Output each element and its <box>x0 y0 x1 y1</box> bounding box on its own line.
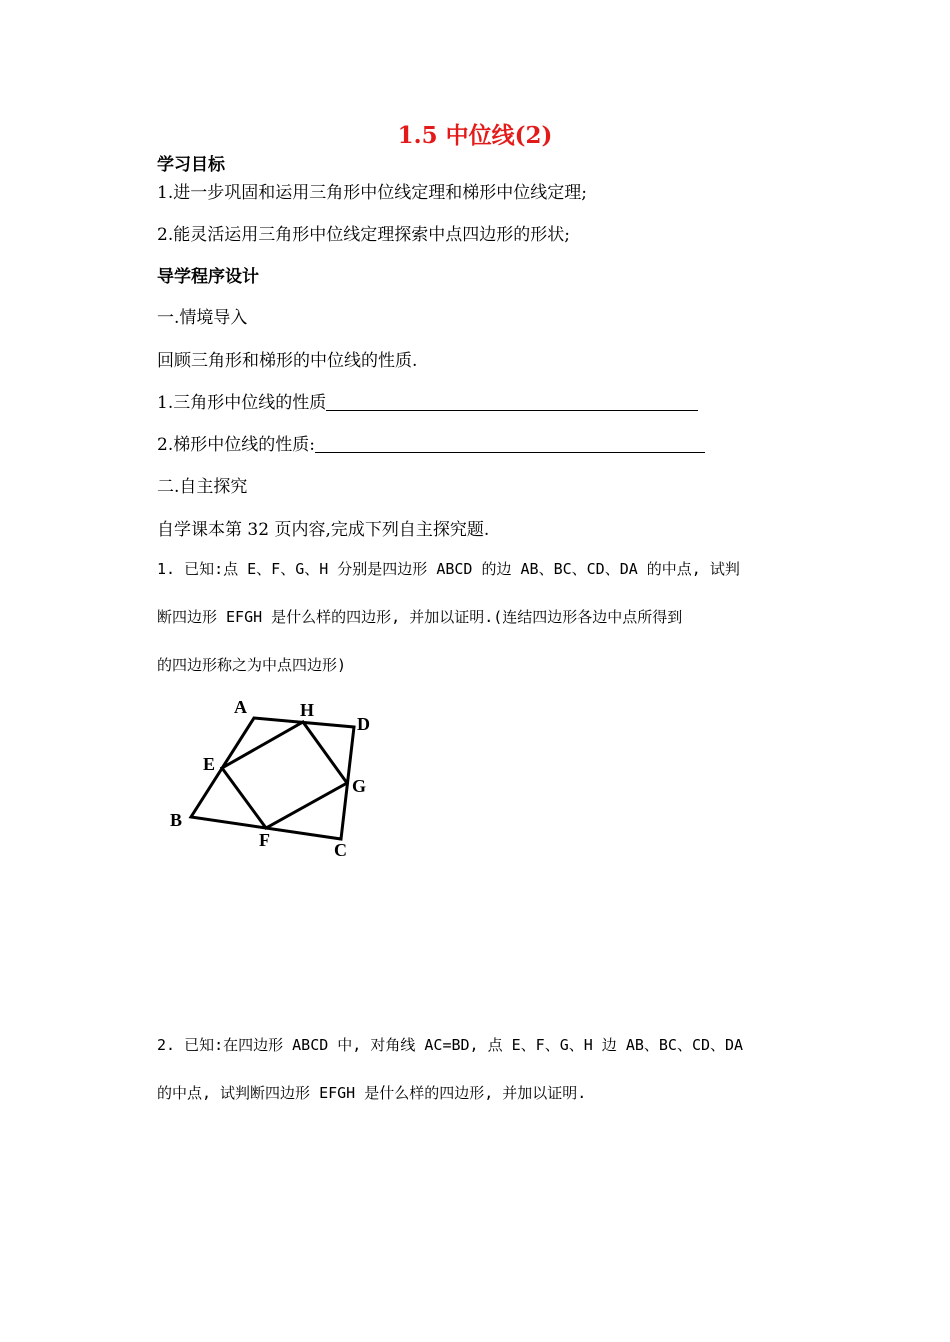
problem-2-line-1: 2. 已知:在四边形 ABCD 中, 对角线 AC=BD, 点 E、F、G、H 边 AB、BC、CD、DA <box>157 1036 744 1054</box>
label-h: H <box>300 700 315 720</box>
label-e: E <box>203 754 216 774</box>
goal-item-1: 1.进一步巩固和运用三角形中位线定理和梯形中位线定理; <box>157 183 587 203</box>
part-1-heading: 一.情境导入 <box>157 308 248 328</box>
problem-1-line-3: 的四边形称之为中点四边形) <box>157 656 347 674</box>
section-heading-design: 导学程序设计 <box>157 267 259 287</box>
review-text: 回顾三角形和梯形的中位线的性质. <box>157 351 418 371</box>
problem-1-line-1: 1. 已知:点 E、F、G、H 分别是四边形 ABCD 的边 AB、BC、CD、DA 的中点, 试判 <box>157 560 740 578</box>
part-2-heading: 二.自主探究 <box>157 477 248 497</box>
self-study-instruction: 自学课本第 32 页内容,完成下列自主探究题. <box>157 520 490 540</box>
section-heading-goals: 学习目标 <box>157 155 225 175</box>
goal-item-2: 2.能灵活运用三角形中位线定理探索中点四边形的形状; <box>157 225 570 245</box>
label-b: B <box>170 810 183 830</box>
label-d: D <box>357 714 370 734</box>
fill-in-2-label: 2.梯形中位线的性质: <box>157 435 315 455</box>
quadrilateral-abcd <box>191 718 354 839</box>
label-a: A <box>234 697 247 717</box>
page-title: 1.5 中位线(2) <box>397 122 553 149</box>
label-g: G <box>352 776 367 796</box>
fill-in-1-label: 1.三角形中位线的性质 <box>157 393 327 413</box>
problem-1-line-2: 断四边形 EFGH 是什么样的四边形, 并加以证明.(连结四边形各边中点所得到 <box>157 608 683 626</box>
problem-2-line-2: 的中点, 试判断四边形 EFGH 是什么样的四边形, 并加以证明. <box>157 1084 587 1102</box>
label-c: C <box>334 840 347 860</box>
label-f: F <box>259 830 270 850</box>
